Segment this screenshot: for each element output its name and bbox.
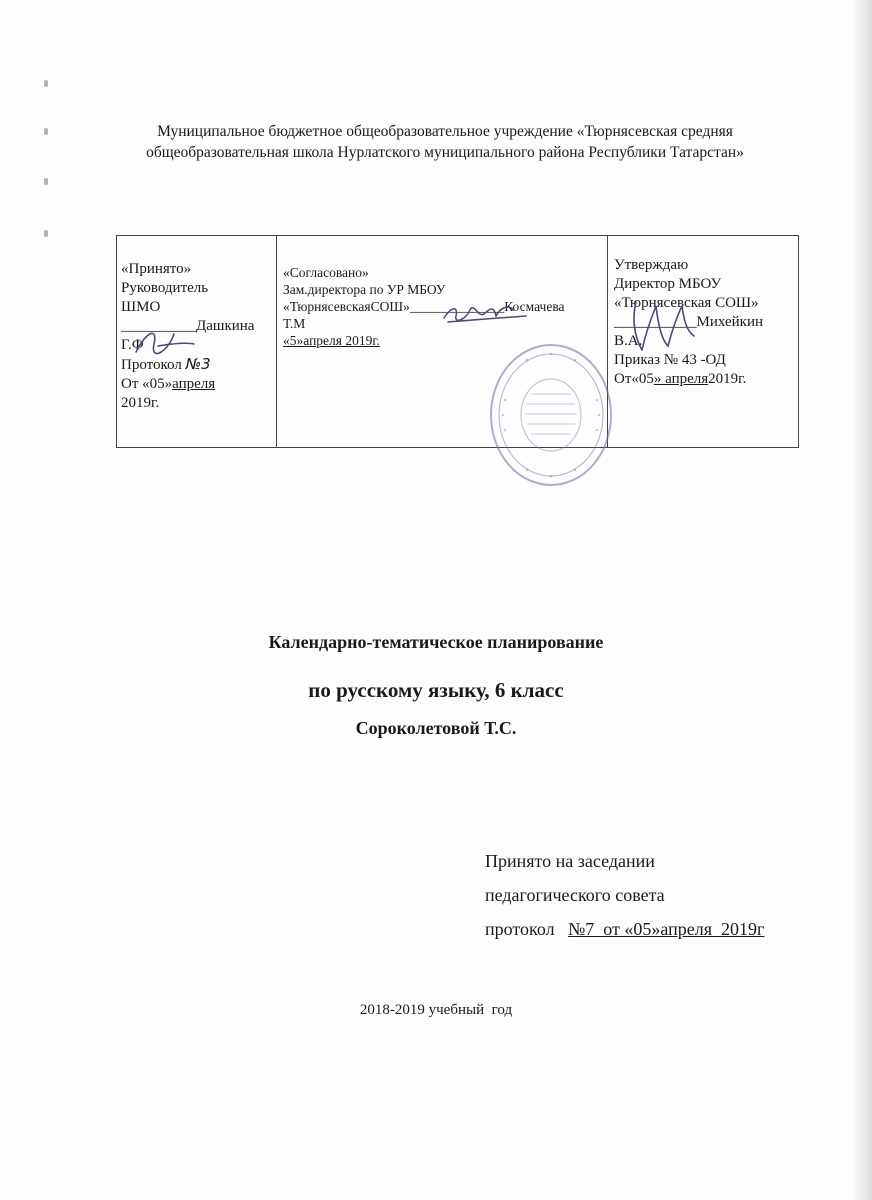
academic-year: 2018-2019 учебный год [359,1002,513,1018]
council-line-3 [485,912,764,946]
council-protocol-value: №7 от «05»апреля 2019г [568,919,765,939]
organization-line-2: общеобразовательная школа Нурлатского муниципального района Республики Татарстан» [146,144,744,161]
approved-date-month: » апреля [653,371,709,387]
organization-line-1: Муниципальное бюджетное общеобразовательное учреждение «Тюрнясевская средняя [157,123,733,140]
accepted-protocol-number: №3 [185,355,211,373]
agreed-role: Зам.директора по УР МБОУ [283,282,446,297]
approved-heading: Утверждаю [614,257,689,273]
signature-accepted-icon [128,322,198,364]
document-subject: по русскому языку, 6 класс [308,678,564,702]
organization-header [100,121,790,163]
approved-name-cont: В.А. [614,333,643,349]
signature-agreed-icon [440,298,530,328]
accepted-date: От «05» [121,376,173,392]
council-line-2: педагогического совета [485,885,665,905]
document-author: Сороколетовой Т.С. [355,718,517,738]
accepted-protocol: Протокол [121,357,182,373]
accepted-name-cont: Г.Ф [121,337,144,353]
approved-year: 2019г. [708,371,747,387]
accepted-body: ШМО [121,299,161,315]
signature-approved-icon [622,296,702,360]
council-line-1: Принято на заседании [485,851,655,871]
council-protocol-label: протокол [485,919,569,939]
accepted-date-line [121,375,276,394]
agreed-name-cont: Т.М [283,316,306,331]
approved-role: Директор МБОУ [614,276,722,292]
accepted-year: 2019г. [121,395,160,411]
accepted-date-month: апреля [172,376,216,392]
binding-marks [38,80,58,250]
council-approval [485,844,764,946]
accepted-role: Руководитель [121,280,209,296]
page-edge-shadow [850,0,872,1200]
approved-date-line [614,370,798,389]
approved-order: Приказ № 43 -ОД [614,352,726,368]
accepted-signature-line: __________Дашкина [121,318,255,334]
agreed-date: «5»апреля 2019г. [283,333,380,348]
agreed-school: «ТюрнясевскаяСОШ» [283,299,410,314]
school-stamp-icon [487,340,615,490]
accepted-heading: «Принято» [121,261,192,277]
agreed-name: Космачева [504,299,565,314]
approved-school: «Тюрнясевская СОШ» [614,295,759,311]
approved-date-prefix: От«05 [614,371,654,387]
approved-signature-blank: ___________ [614,314,697,330]
agreed-heading: «Согласовано» [283,265,369,280]
document-title: Календарно-тематическое планирование [268,632,604,652]
approved-name: Михейкин [696,314,764,330]
agreed-signature-blank: ______________ [409,299,505,314]
